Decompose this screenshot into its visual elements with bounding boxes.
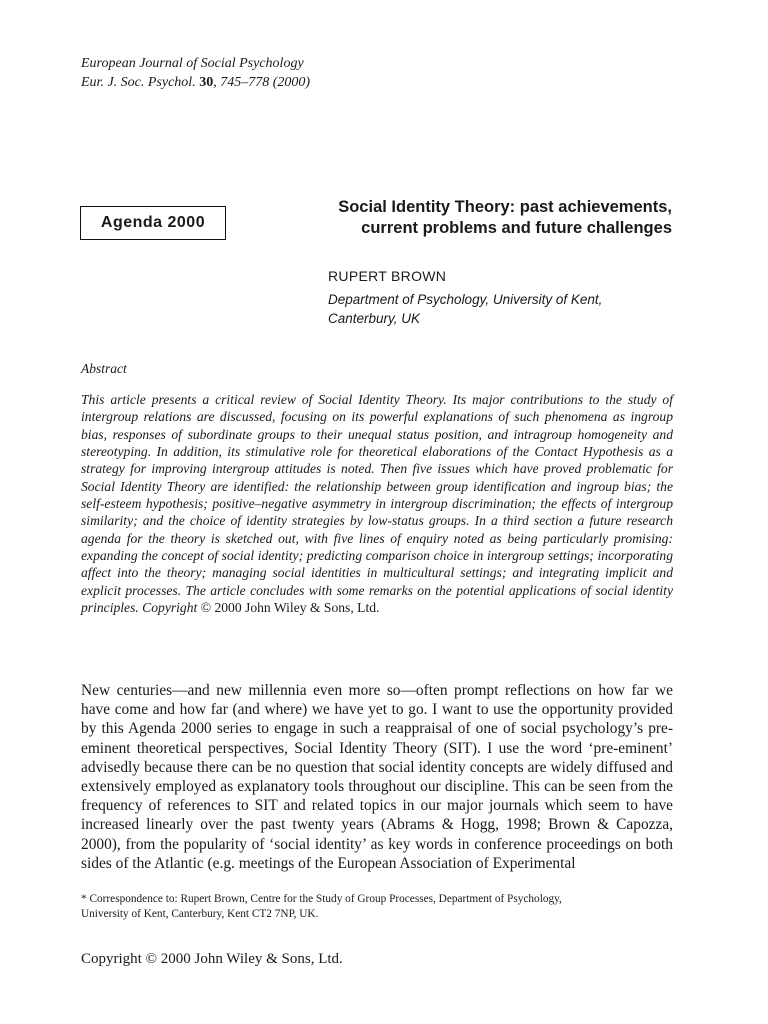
footer-copyright: Copyright © 2000 John Wiley & Sons, Ltd.: [81, 951, 343, 967]
abstract-heading: Abstract: [81, 361, 127, 376]
body-paragraph: New centuries—and new millennia even more so—often prompt reflections on how far we have come and how far (and where) we have yet to go. I want to use the opportunity provided by this Agenda 2000 series to engage in such a reappraisal of one of social psychology’s pre-eminent theoretical perspectives, Social Identity Theory (SIT). I use the word ‘pre-eminent’ advisedly because there can be no question that social identity concepts are widely diffused and extensively employed as explanatory tools throughout our discipline. This can be seen from the frequency of references to SIT and related topics in our major journals which seem to have increased linearly over the past twenty years (Abrams & Hogg, 1998; Brown & Capozza, 2000), from the popularity of ‘social identity’ as key words in conference proceedings on both sides of the Atlantic (e.g. meetings of the European Association of Experimental: [81, 682, 673, 872]
pages-year: , 745–778 (2000): [213, 75, 311, 90]
article-title: [240, 197, 672, 239]
footnote-line-1: * Correspondence to: Rupert Brown, Centre for the Study of Group Processes, Department of Psychology,: [81, 893, 562, 905]
author-name: RUPERT BROWN: [328, 268, 447, 284]
agenda-label: Agenda 2000: [80, 206, 226, 240]
abstract-text: This article presents a critical review of Social Identity Theory. Its major contributions to the study of intergroup relations are discussed, focusing on its powerful explanations of such phenomena as ingroup bias, responses of subordinate groups to their unequal status position, and intragroup homogeneity and stereotyping. In addition, its stimulative role for theoretical elaborations of the Contact Hypothesis as a strategy for improving intergroup attitudes is noted. Then five issues which have proved problematic for Social Identity Theory are identified: the relationship between group identification and ingroup bias; the self-esteem hypothesis; positive–negative asymmetry in intergroup discrimination; the effects of intergroup similarity; and the choice of identity strategies by low-status groups. In a third section a future research agenda for the theory is sketched out, with five lines of enquiry noted as being particularly promising: expanding the concept of social identity; predicting comparison choice in intergroup settings; incorporating affect into the theory; managing social identities in multicultural settings; and integrating implicit and explicit processes. The article concludes with some remarks on the potential applications of social identity principles. Copyright: [81, 392, 673, 616]
citation-prefix: Eur. J. Soc. Psychol.: [81, 75, 196, 90]
journal-header: [81, 54, 310, 92]
footnote-line-2: University of Kent, Canterbury, Kent CT2 7NP, UK.: [81, 907, 319, 920]
abstract-copyright: © 2000 John Wiley & Sons, Ltd.: [200, 600, 380, 616]
volume: 30: [199, 75, 214, 90]
affiliation-line-1: Department of Psychology, University of Kent,: [328, 292, 603, 307]
journal-name: European Journal of Social Psychology: [81, 56, 304, 71]
affiliation-line-2: Canterbury, UK: [328, 311, 421, 326]
correspondence-footnote: [81, 892, 681, 921]
title-line-1: Social Identity Theory: past achievements,: [338, 198, 672, 216]
journal-citation: [81, 73, 310, 92]
title-line-2: current problems and future challenges: [361, 219, 672, 237]
author-affiliation: [328, 290, 688, 328]
abstract-body: [81, 391, 673, 616]
